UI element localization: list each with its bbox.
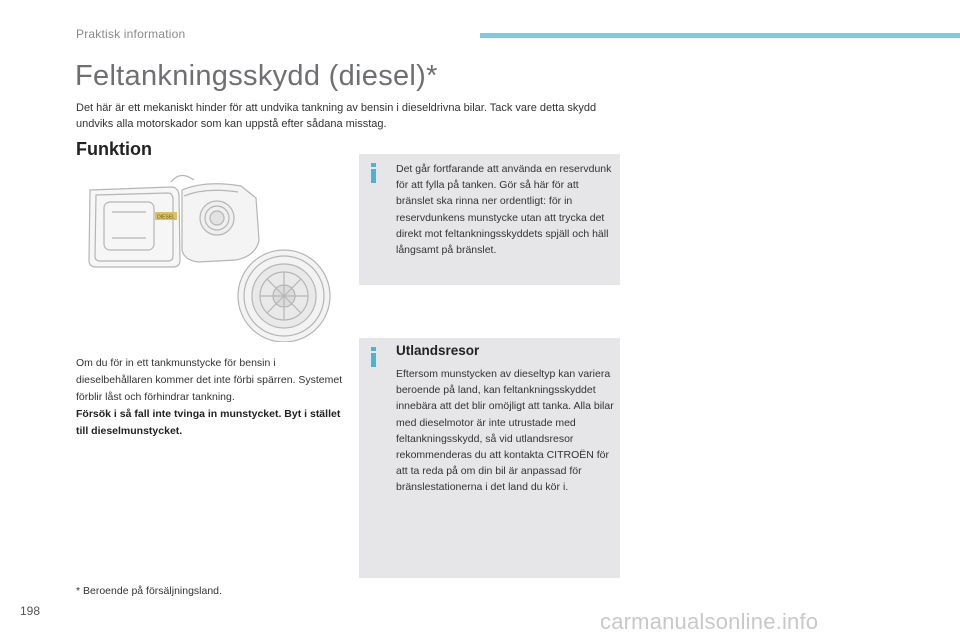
- funktion-heading: Funktion: [76, 139, 152, 159]
- info-icon: [369, 347, 379, 367]
- funktion-body: [76, 355, 346, 440]
- info-box-text: Eftersom munstycken av dieseltyp kan variera beroende på land, kan feltankningsskyddet innebära att det blir omöjligt att tanka. Alla bilar med dieselmotor är inte utrustade med feltankningsskydd, så vid utlandsresor rekommenderas du att kontakta CITROËN för att ta reda på om din bil är anpassad för bränslestationerna i det land du kör i.: [396, 368, 614, 494]
- fuel-flap-drawing: [76, 170, 338, 342]
- section-header: Praktisk information: [76, 27, 186, 41]
- fuel-flap-illustration: [76, 170, 338, 342]
- info-box-text: Det går fortfarande att använda en reservdunk för att fylla på tanken. Gör så här för att bränslet ska rinna ner ordentligt: för in reservdunkens munstycke utan att trycka det direkt mot feltankningsskyddets spjäll och häll långsamt på bränslet.: [396, 163, 612, 257]
- diesel-label: DIESEL: [157, 214, 175, 221]
- info-icon: [369, 163, 379, 183]
- info-box-utlandsresor: [359, 338, 620, 578]
- funktion-body-warning: Försök i så fall inte tvinga in munstycket. Byt i stället till dieselmunstycket.: [76, 408, 341, 437]
- funktion-body-text: Om du för in ett tankmunstycke för bensin i dieselbehållaren kommer det inte förbi spärren. Systemet förblir låst och förhindrar tankning.: [76, 357, 343, 403]
- header-accent-bar: [480, 33, 960, 38]
- intro-paragraph: Det här är ett mekaniskt hinder för att undvika tankning av bensin i dieseldrivna bilar. Tack vare detta skydd undviks alla motorskador som kan uppstå efter sådana misstag.: [76, 102, 597, 130]
- page-title: Feltankningsskydd (diesel)*: [75, 60, 438, 92]
- page-number: 198: [20, 604, 41, 618]
- footnote: * Beroende på försäljningsland.: [76, 585, 222, 597]
- info-box-reservdunk: [359, 154, 620, 285]
- watermark: carmanualsonline.info: [600, 609, 819, 634]
- utlandsresor-heading: Utlandsresor: [396, 343, 480, 358]
